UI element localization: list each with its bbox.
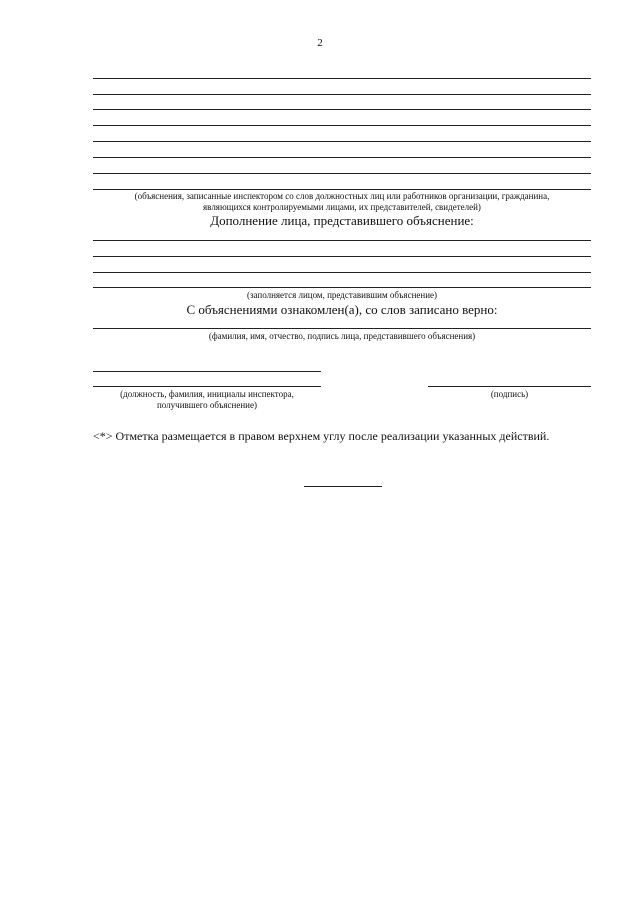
inspector-caption: [93, 389, 321, 411]
explanations-caption: [93, 191, 591, 213]
footnote: <*> Отметка размещается в правом верхнем углу после реализации указанных действий.: [93, 429, 550, 443]
addition-line[interactable]: [93, 240, 591, 241]
acquaintance-heading: С объяснениями ознакомлен(а), со слов записано верно:: [186, 302, 498, 317]
addition-line[interactable]: [93, 272, 591, 273]
acquaintance-caption: (фамилия, имя, отчество, подпись лица, представившего объяснения): [208, 331, 476, 341]
page-number: 2: [317, 37, 323, 49]
explanation-line[interactable]: [93, 173, 591, 174]
addition-caption: (заполняется лицом, представившим объяснение): [246, 290, 438, 300]
explanation-line[interactable]: [93, 78, 591, 79]
explanation-line[interactable]: [93, 94, 591, 95]
inspector-caption-line2: получившего объяснение): [156, 400, 257, 410]
addition-line[interactable]: [93, 287, 591, 288]
addition-line[interactable]: [93, 256, 591, 257]
explanation-line[interactable]: [93, 109, 591, 110]
end-separator: [304, 486, 382, 487]
inspector-caption-line1: (должность, фамилия, инициалы инспектора,: [120, 389, 294, 399]
explanation-line[interactable]: [93, 157, 591, 158]
inspector-line[interactable]: [93, 386, 321, 387]
signature-caption: (подпись): [490, 389, 529, 399]
explanation-line[interactable]: [93, 141, 591, 142]
inspector-short-line[interactable]: [93, 371, 321, 372]
addition-heading: Дополнение лица, представившего объяснение:: [210, 213, 474, 228]
acquaintance-line[interactable]: [93, 328, 591, 329]
explanations-caption-line1: (объяснения, записанные инспектором со слов должностных лиц или работников организации, гражданина,: [134, 191, 550, 201]
explanation-line[interactable]: [93, 189, 591, 190]
signature-line[interactable]: [428, 386, 591, 387]
explanation-line[interactable]: [93, 125, 591, 126]
explanations-caption-line2: являющихся контролируемыми лицами, их представителей, свидетелей): [203, 202, 481, 212]
